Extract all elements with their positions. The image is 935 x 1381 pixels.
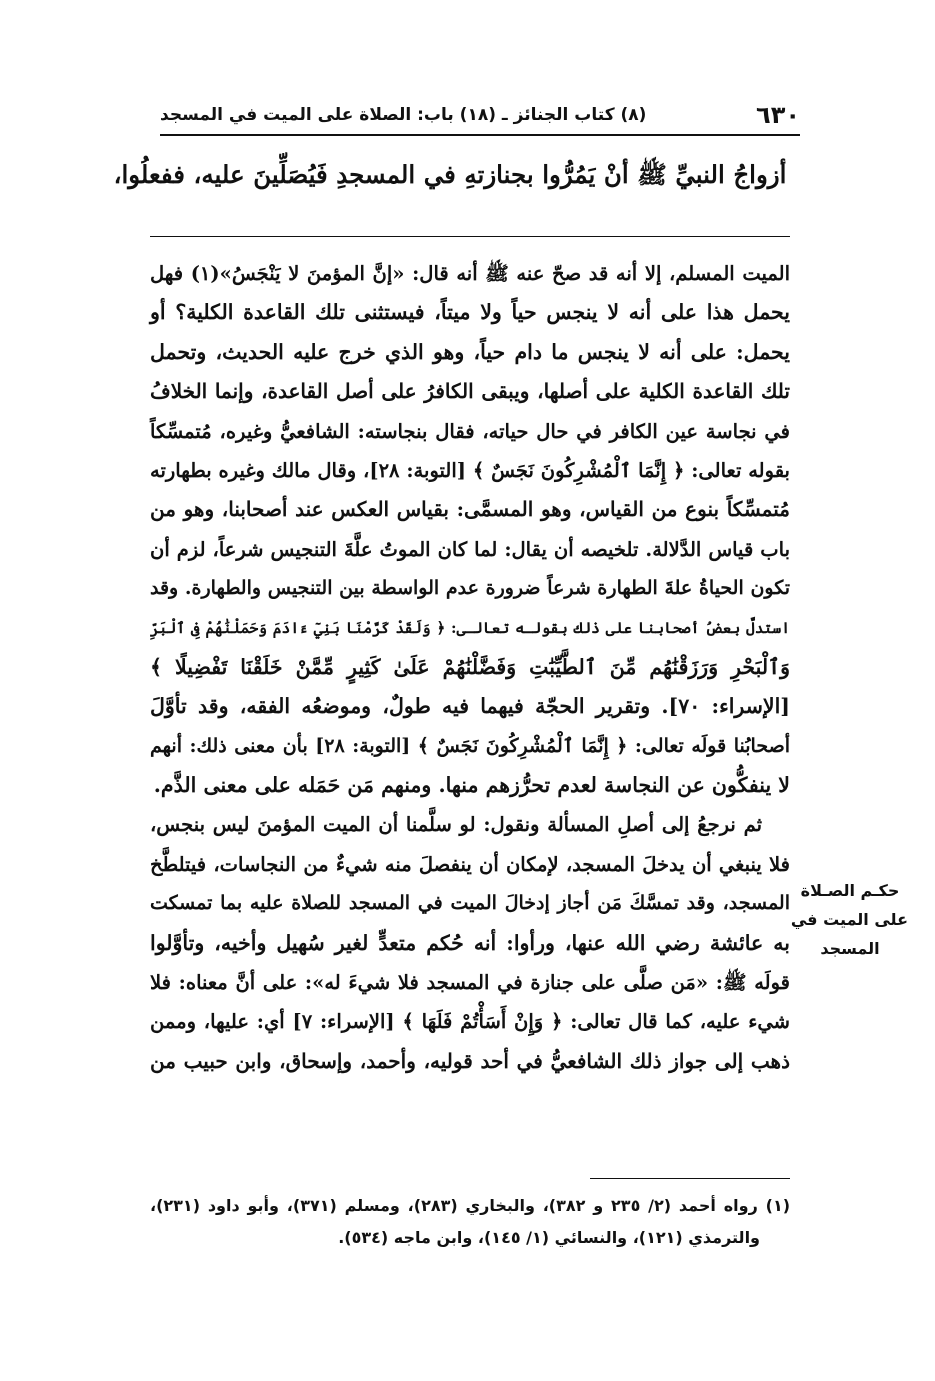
text-line: باب قياس الدَّلالة. تلخيصه أن يقال: لما كان الموتُ علَّةَ التنجيس شرعاً، لزم أن <box>150 537 790 561</box>
page-number: ٦٣٠ <box>756 101 800 129</box>
running-title: (٨) كتاب الجنائز ـ (١٨) باب: الصلاة على الميت في المسجد <box>160 105 647 125</box>
commentary-body <box>150 254 790 1081</box>
text-line: يحمل هذا على أنه لا ينجس حياً ولا ميتاً، فيستثنى تلك القاعدة الكلية؟ أو <box>150 300 790 325</box>
paragraph-first-line: ثم نرجعُ إلى أصلِ المسألة ونقول: لو سلَّمنا أن الميت المؤمنَ ليس بنجس، <box>150 813 762 837</box>
text-line: بقوله تعالى: ﴿ إِنَّمَا ٱلْمُشْرِكُونَ نَجَسٌ ﴾ [التوبة: ٢٨]، وقال مالك وغيره بطهارته <box>150 458 790 482</box>
text-line: قولَه ﷺ: «مَن صلَّى على جنازة في المسجد فلا شيءَ له»: على أنَّ معناه: فلا <box>150 971 790 995</box>
text-line: يحمل: على أنه لا ينجس ما دام حياً، وهو الذي خرج عليه الحديث، وتحمل <box>150 339 790 364</box>
running-header <box>160 100 800 130</box>
hadith-text-line: أزواجُ النبيِّ ﷺ أنْ يَمُرُّوا بجنازتهِ في المسجدِ فَيُصَلِّينَ عليه، ففعلُوا، <box>113 160 787 189</box>
text-line: فلا ينبغي أن يدخلَ المسجد، لإمكان أن ينفصلَ منه شيءٌ من النجاسات، فيتلطَّخ <box>150 852 790 876</box>
text-line: [الإسراء: ٧٠]. وتقرير الحجّة فيهما فيه طولٌ، وموضعُه الفقه، وقد تأوَّلَ <box>150 694 790 719</box>
text-line: المسجد، وقد تمسَّكَ مَن أجاز إدخالَ الميت في المسجد للصلاة عليه بما تمسكت <box>150 892 790 915</box>
margin-heading-line: المسجد <box>820 939 880 958</box>
text-line: الميت المسلم، إلا أنه قد صحّ عنه ﷺ أنه قال: «إنَّ المؤمنَ لا يَنْجَسُ»(١) فهل <box>150 262 791 285</box>
text-line: تلك القاعدة الكلية على أصلها، ويبقى الكافرُ على أصل القاعدة، وإنما الخلافُ <box>150 379 790 404</box>
text-line: لا ينفكُّون عن النجاسة لعدم تحرُّزهم منها. ومنهم مَن حَمَله على معنى الذَّم. <box>153 773 790 798</box>
hadith-separator-rule <box>150 236 790 237</box>
text-line: استدلَّ بعضُ أصحابنا على ذلك بقولـه تعالـى: ﴿ وَلَقَدْ كَرَّمْنَا بَنِيٓ ءَادَمَ وَحَمَلْنَٰهُمْ فِى ٱلْبَرِّ <box>150 618 790 637</box>
header-rule <box>160 134 800 136</box>
text-line: تكون الحياةُ علةَ الطهارة شرعاً ضرورة عدم الواسطة بين التنجيس والطهارة. وقد <box>150 577 790 600</box>
footnotes <box>150 1190 790 1254</box>
text-line: به عائشة رضي الله عنها، ورأوا: أنه حُكم متعدٍّ لغير سُهيل وأخيه، وتأوَّلوا <box>150 930 790 955</box>
text-line: شيء عليه، كما قال تعالى: ﴿ وَإِنْ أَسَأْتُمْ فَلَهَا ﴾ [الإسراء: ٧] أي: عليها، وممن <box>150 1010 790 1034</box>
text-line: في نجاسة عين الكافر في حال حياته، فقال بنجاسته: الشافعيُّ وغيره، مُتمسِّكاً <box>150 419 790 443</box>
margin-heading-line: على الميت في <box>790 910 908 929</box>
text-line: ذهب إلى جواز ذلك الشافعيُّ في أحد قوليه، وأحمد، وإسحاق، وابن حبيب من <box>150 1048 790 1073</box>
footnote-rule <box>590 1178 790 1179</box>
margin-section-heading <box>792 876 908 963</box>
text-line: وَٱلْبَحْرِ وَرَزَقْنَٰهُم مِّنَ ٱلطَّيِّبَٰتِ وَفَضَّلْنَٰهُمْ عَلَىٰ كَثِيرٍ مِّمَّنْ خَلَقْنَا تَفْضِيلًا ﴾ <box>150 654 790 679</box>
margin-heading-line: حكـم الصـلاة <box>800 881 900 900</box>
footnote-line: والترمذي (١٢١)، والنسائي (١/ ١٤٥)، وابن ماجه (٥٣٤). <box>338 1228 760 1247</box>
text-line: مُتمسِّكاً بنوع من القياس، وهو المسمَّى: بقياس العكس عند أصحابنا، وهو من <box>150 497 790 522</box>
footnote-line: (١) رواه أحمد (٢/ ٢٣٥ و ٣٨٢)، والبخاري (٢٨٣)، ومسلم (٣٧١)، وأبو داود (٢٣١)، <box>150 1196 791 1215</box>
text-line: أصحابُنا قولَه تعالى: ﴿ إِنَّمَا ٱلْمُشْرِكُونَ نَجَسٌ ﴾ [التوبة: ٢٨] بأن معنى ذلك: أنهم <box>150 734 790 757</box>
